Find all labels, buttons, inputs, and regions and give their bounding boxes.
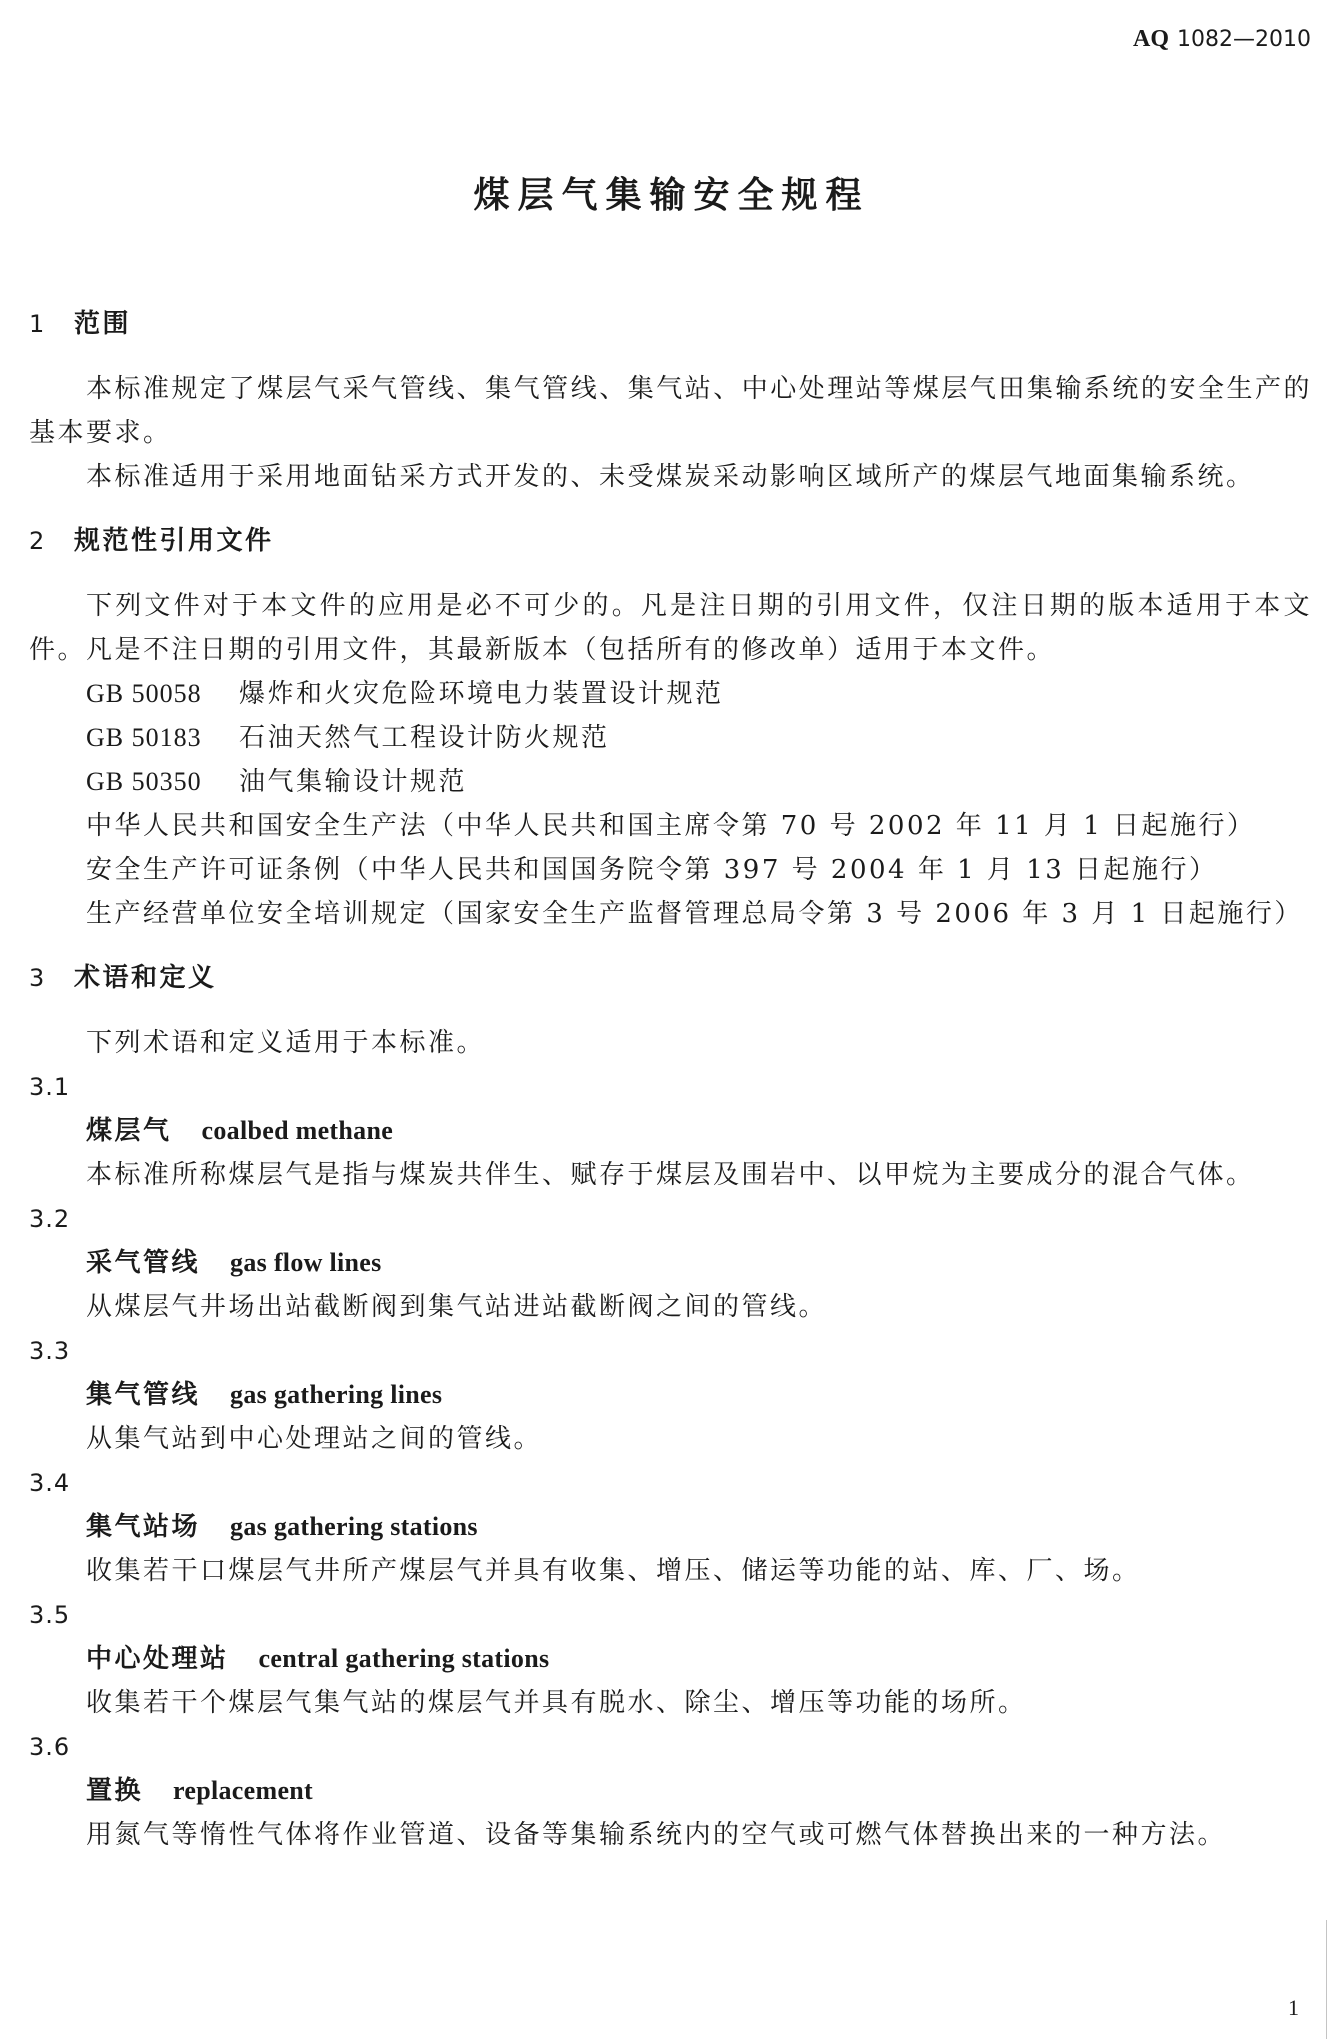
- paragraph-line: 下列术语和定义适用于本标准。: [86, 1028, 486, 1058]
- standard-name: 爆炸和火灾危险环境电力装置设计规范: [239, 679, 724, 709]
- paragraph-line: 基本要求。: [29, 418, 172, 448]
- term-entry: [29, 1769, 1311, 1813]
- clause-number: 3.4: [29, 1469, 71, 1497]
- term-entry: [29, 1109, 1311, 1153]
- clause-number: 3.5: [29, 1601, 71, 1629]
- section-normative-references: [29, 519, 1311, 936]
- clause-number: 3.2: [29, 1205, 71, 1233]
- paragraph-line: 本标准规定了煤层气采气管线、集气管线、集气站、中心处理站等煤层气田集输系统的安全生产的: [86, 374, 1311, 404]
- term-definition: 从煤层气井场出站截断阀到集气站进站截断阀之间的管线。: [86, 1292, 828, 1322]
- section-heading: [29, 956, 1311, 1000]
- section-title: 规范性引用文件: [74, 526, 274, 556]
- term-entry: [29, 1505, 1311, 1549]
- term-entry: [29, 1373, 1311, 1417]
- term-definition: 收集若干个煤层气集气站的煤层气并具有脱水、除尘、增压等功能的场所。: [86, 1688, 1027, 1718]
- term-chinese: 煤层气: [86, 1116, 172, 1146]
- page-edge-divider: [1326, 1920, 1327, 2039]
- term-definition: 用氮气等惰性气体将作业管道、设备等集输系统内的空气或可燃气体替换出来的一种方法。: [86, 1820, 1227, 1850]
- standard-code-prefix: AQ: [1133, 26, 1170, 52]
- section-number: 3: [29, 964, 45, 992]
- standard-code-header: [1133, 25, 1311, 53]
- term-chinese: 采气管线: [86, 1248, 201, 1278]
- term-english: central gathering stations: [258, 1644, 550, 1673]
- reference-regulation: 生产经营单位安全培训规定（国家安全生产监督管理总局令第 3 号 2006 年 3 月 1 日起施行）: [86, 899, 1303, 929]
- reference-standard: [29, 760, 1311, 804]
- paragraph-line: 本标准适用于采用地面钻采方式开发的、未受煤炭采动影响区域所产的煤层气地面集输系统。: [86, 462, 1255, 492]
- standard-code-number: 1082—2010: [1177, 27, 1311, 52]
- term-chinese: 置换: [86, 1776, 144, 1806]
- paragraph-line: 件。凡是不注日期的引用文件，其最新版本（包括所有的修改单）适用于本文件。: [29, 635, 1056, 665]
- section-terms-definitions: [29, 956, 1311, 1857]
- paragraph-line: 下列文件对于本文件的应用是必不可少的。凡是注日期的引用文件，仅注日期的版本适用于本文: [86, 591, 1311, 621]
- section-number: 1: [29, 310, 45, 338]
- term-english: replacement: [173, 1776, 314, 1805]
- section-heading: [29, 302, 1311, 346]
- term-english: gas gathering stations: [230, 1512, 478, 1541]
- reference-regulation: 安全生产许可证条例（中华人民共和国国务院令第 397 号 2004 年 1 月 13 日起施行）: [86, 855, 1218, 885]
- section-title: 范围: [74, 309, 132, 339]
- term-definition: 收集若干口煤层气井所产煤层气并具有收集、增压、储运等功能的站、库、厂、场。: [86, 1556, 1141, 1586]
- standard-code: GB 50058: [86, 679, 202, 708]
- reference-standard: [29, 716, 1311, 760]
- reference-standard: [29, 672, 1311, 716]
- term-entry: [29, 1637, 1311, 1681]
- document-body: [29, 302, 1311, 1857]
- standard-name: 石油天然气工程设计防火规范: [239, 723, 610, 753]
- term-chinese: 集气管线: [86, 1380, 201, 1410]
- section-number: 2: [29, 527, 45, 555]
- page-number: 1: [1288, 1995, 1299, 2020]
- term-definition: 从集气站到中心处理站之间的管线。: [86, 1424, 543, 1454]
- section-title: 术语和定义: [74, 963, 217, 993]
- term-chinese: 集气站场: [86, 1512, 201, 1542]
- standard-code: GB 50350: [86, 767, 202, 796]
- standard-code: GB 50183: [86, 723, 202, 752]
- clause-number: 3.3: [29, 1337, 71, 1365]
- document-title: 煤层气集输安全规程: [473, 175, 870, 216]
- reference-regulation: 中华人民共和国安全生产法（中华人民共和国主席令第 70 号 2002 年 11 月 1 日起施行）: [86, 811, 1256, 841]
- term-entry: [29, 1241, 1311, 1285]
- term-english: gas gathering lines: [230, 1380, 443, 1409]
- term-english: gas flow lines: [230, 1248, 382, 1277]
- term-chinese: 中心处理站: [86, 1644, 229, 1674]
- section-scope: [29, 302, 1311, 499]
- standard-name: 油气集输设计规范: [239, 767, 468, 797]
- clause-number: 3.6: [29, 1733, 71, 1761]
- term-definition: 本标准所称煤层气是指与煤炭共伴生、赋存于煤层及围岩中、以甲烷为主要成分的混合气体。: [86, 1160, 1255, 1190]
- term-english: coalbed methane: [201, 1116, 394, 1145]
- clause-number: 3.1: [29, 1073, 71, 1101]
- section-heading: [29, 519, 1311, 563]
